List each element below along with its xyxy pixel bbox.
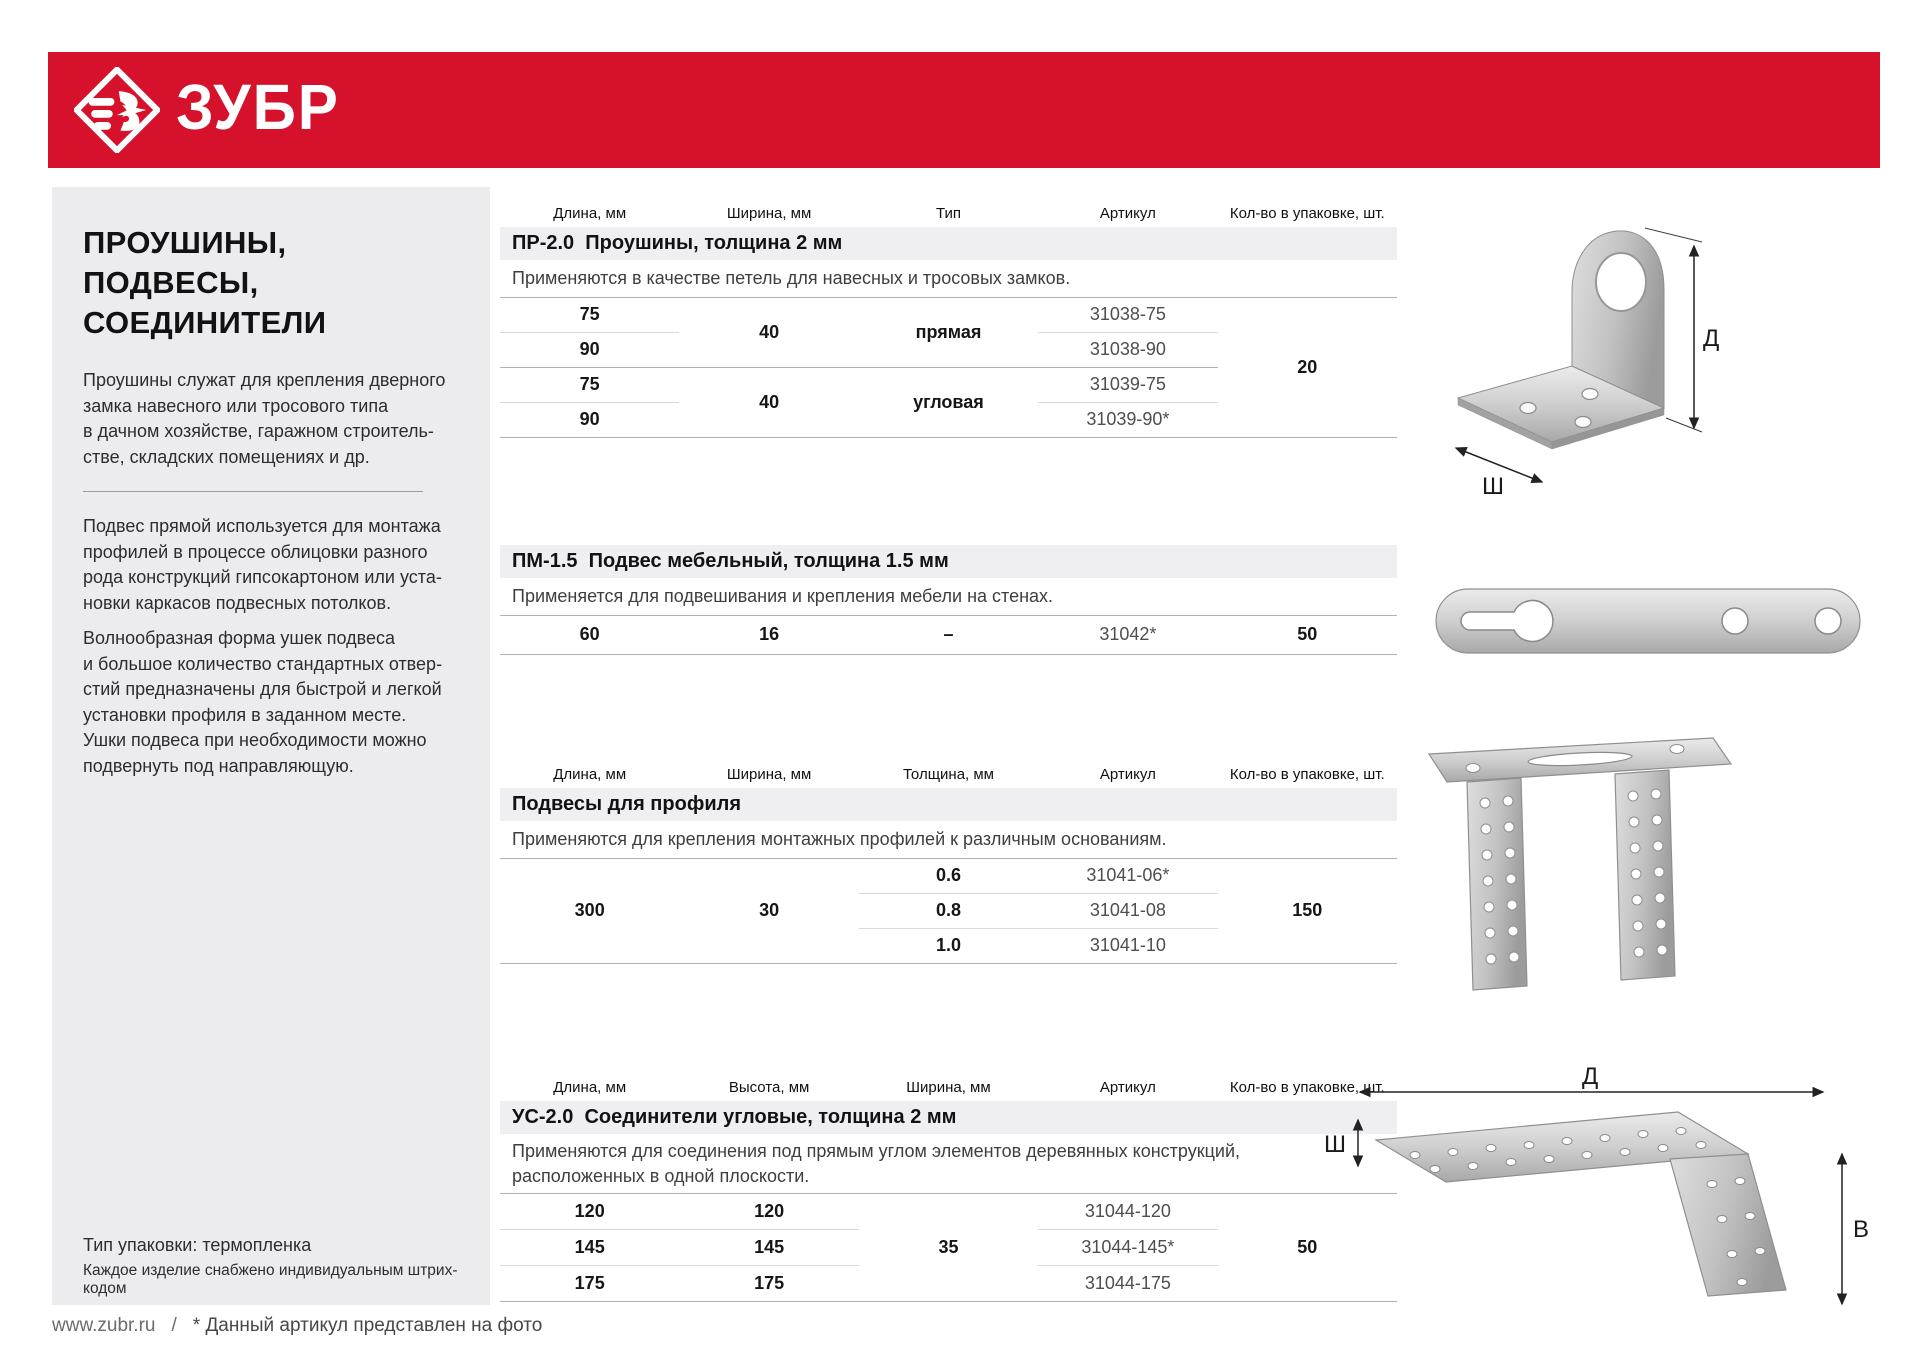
cell-length: 90 [500, 402, 679, 437]
table-row [500, 615, 1397, 654]
dim-label-length: Д [1703, 325, 1720, 352]
cell-length: 120 [500, 1194, 679, 1230]
intro-paragraph [83, 368, 470, 470]
section-header-row [500, 227, 1397, 260]
cell-article: 31041-10 [1038, 928, 1217, 963]
packaging-type: Тип упаковки: термопленка [83, 1235, 312, 1255]
column-header-qty: Кол-во в упаковке, шт. [1229, 1079, 1385, 1096]
site-link[interactable]: www.zubr.ru [52, 1315, 156, 1336]
text-line: рода конструкций гипсокартоном или уста- [83, 567, 442, 587]
column-header-height: Высота, мм [728, 1079, 810, 1096]
table-header-row [500, 1074, 1397, 1101]
column-header-length: Длина, мм [553, 766, 627, 783]
section-description-row [500, 1134, 1397, 1194]
footer [52, 1315, 542, 1337]
column-header-width: Ширина, мм [906, 1079, 991, 1096]
text-line: и большое количество стандартных отвер- [83, 653, 443, 674]
cell-type: прямая [859, 297, 1038, 367]
page-title-line: ПОДВЕСЫ, [83, 265, 259, 300]
section-header: Подвесы для профиля [500, 788, 1397, 821]
section-header-row [500, 788, 1397, 821]
cell-width: 40 [679, 367, 858, 437]
section-header: ПМ-1.5 Подвес мебельный, толщина 1.5 мм [500, 545, 1397, 578]
hanger-paragraph [83, 514, 470, 616]
cell-height: 120 [679, 1194, 858, 1230]
brand-name: ЗУБР [176, 71, 340, 143]
text-line: подвернуть под направляющую. [83, 755, 354, 776]
section-description-row [500, 821, 1397, 858]
cell-article: 31039-90* [1038, 402, 1217, 437]
table-eye-plates [500, 200, 1397, 438]
section-description: Применяются в качестве петель для навесных и тросовых замков. [500, 260, 1397, 297]
section-header-row [500, 1101, 1397, 1134]
table-row [500, 858, 1397, 893]
cell-thickness: 0.8 [859, 893, 1038, 928]
cell-width: 30 [679, 858, 858, 963]
section-description [500, 1134, 1397, 1194]
column-header-qty: Кол-во в упаковке, шт. [1229, 766, 1385, 783]
cell-thickness: 0.6 [859, 858, 1038, 893]
zubr-logo-icon [74, 67, 160, 153]
column-header-width: Ширина, мм [726, 766, 812, 783]
section-description-row [500, 260, 1397, 297]
footer-separator: / [171, 1315, 177, 1336]
cell-thickness: 1.0 [859, 928, 1038, 963]
cell-length: 145 [500, 1230, 679, 1266]
column-header-width: Ширина, мм [726, 205, 812, 222]
cell-length: 90 [500, 332, 679, 367]
section-description: Применяется для подвешивания и крепления мебели на стенах. [500, 578, 1397, 615]
section-description: Применяются для крепления монтажных профилей к различным основаниям. [500, 821, 1397, 858]
dim-label-width: Ш [1324, 1131, 1346, 1158]
product-image-corner-connector [1320, 1062, 1880, 1332]
text-line: Ушки подвеса при необходимости можно [83, 730, 427, 750]
product-image-eye-bracket [1440, 190, 1720, 500]
section-header-row [500, 545, 1397, 578]
table-header-row [500, 200, 1397, 227]
brand-band [48, 52, 1880, 168]
cell-length: 60 [500, 615, 679, 654]
cell-width: 40 [679, 297, 858, 367]
cell-article: 31044-145* [1038, 1230, 1217, 1266]
cell-article: 31044-120 [1038, 1194, 1217, 1230]
footnote: * Данный артикул представлен на фото [192, 1315, 543, 1336]
table-row [500, 297, 1397, 332]
page-title [83, 223, 470, 343]
text-line: новки каркасов подвесных потолков. [83, 592, 392, 613]
zubr-logo [74, 67, 350, 153]
cell-article: 31044-175 [1038, 1266, 1217, 1302]
cell-qty: 150 [1218, 858, 1397, 963]
sidebar [52, 187, 490, 1305]
cell-qty: 20 [1218, 297, 1397, 437]
column-header-article: Артикул [1099, 1079, 1156, 1096]
cell-type: – [859, 615, 1038, 654]
text-line: Подвес прямой используется для монтажа [83, 516, 441, 536]
cell-width: 35 [859, 1194, 1038, 1302]
dim-label-width: Ш [1482, 473, 1504, 500]
wave-paragraph [83, 626, 470, 779]
cell-type: угловая [859, 367, 1038, 437]
cell-article: 31038-75 [1038, 297, 1217, 332]
product-image-profile-hanger [1415, 718, 1745, 1013]
section-header: ПР-2.0 Проушины, толщина 2 мм [500, 227, 1397, 260]
table-row [500, 1194, 1397, 1230]
text-line: профилей в процессе облицовки разного [83, 541, 428, 562]
packaging-note: Каждое изделие снабжено индивидуальным штрих-кодом [83, 1262, 458, 1297]
dim-label-height: В [1853, 1216, 1870, 1243]
column-header-length: Длина, мм [553, 205, 627, 222]
page-title-line: ПРОУШИНЫ, [83, 225, 287, 260]
section-header: УС-2.0 Соединители угловые, толщина 2 мм [500, 1101, 1397, 1134]
page-title-line: СОЕДИНИТЕЛИ [83, 305, 327, 340]
packaging-info [83, 1235, 463, 1298]
cell-article: 31041-06* [1038, 858, 1217, 893]
cell-width: 16 [679, 615, 858, 654]
cell-article: 31041-08 [1038, 893, 1217, 928]
text-line: замка навесного или тросового типа [83, 395, 389, 416]
cell-article: 31038-90 [1038, 332, 1217, 367]
cell-length: 75 [500, 297, 679, 332]
table-header-row [500, 761, 1397, 788]
table-furniture-hanger [500, 545, 1397, 655]
cell-height: 175 [679, 1266, 858, 1302]
column-header-type: Тип [935, 205, 961, 222]
text-line: стве, складских помещениях и др. [83, 446, 370, 467]
cell-length: 300 [500, 858, 679, 963]
cell-length: 75 [500, 367, 679, 402]
cell-qty: 50 [1218, 1194, 1397, 1302]
column-header-article: Артикул [1099, 205, 1156, 222]
cell-article: 31039-75 [1038, 367, 1217, 402]
sidebar-divider [83, 491, 423, 492]
column-header-article: Артикул [1099, 766, 1156, 783]
column-header-thickness: Толщина, мм [902, 766, 994, 783]
description-line: расположенных в одной плоскости. [512, 1166, 810, 1186]
table-profile-hangers [500, 761, 1397, 964]
product-image-furniture-hanger [1430, 575, 1870, 670]
cell-length: 175 [500, 1266, 679, 1302]
cell-article: 31042* [1038, 615, 1217, 654]
text-line: установки профиля в заданном месте. [83, 704, 407, 725]
dim-label-length: Д [1582, 1063, 1599, 1090]
table-corner-connectors [500, 1074, 1397, 1302]
text-line: Волнообразная форма ушек подвеса [83, 628, 395, 648]
column-header-length: Длина, мм [553, 1079, 627, 1096]
cell-qty: 50 [1218, 615, 1397, 654]
column-header-qty: Кол-во в упаковке, шт. [1229, 205, 1385, 222]
section-description-row [500, 578, 1397, 615]
description-line: Применяются для соединения под прямым углом элементов деревянных конструкций, [512, 1141, 1241, 1161]
text-line: Проушины служат для крепления дверного [83, 370, 446, 390]
text-line: стий предназначены для быстрой и легкой [83, 679, 442, 699]
cell-height: 145 [679, 1230, 858, 1266]
text-line: в дачном хозяйстве, гаражном строитель- [83, 421, 434, 441]
